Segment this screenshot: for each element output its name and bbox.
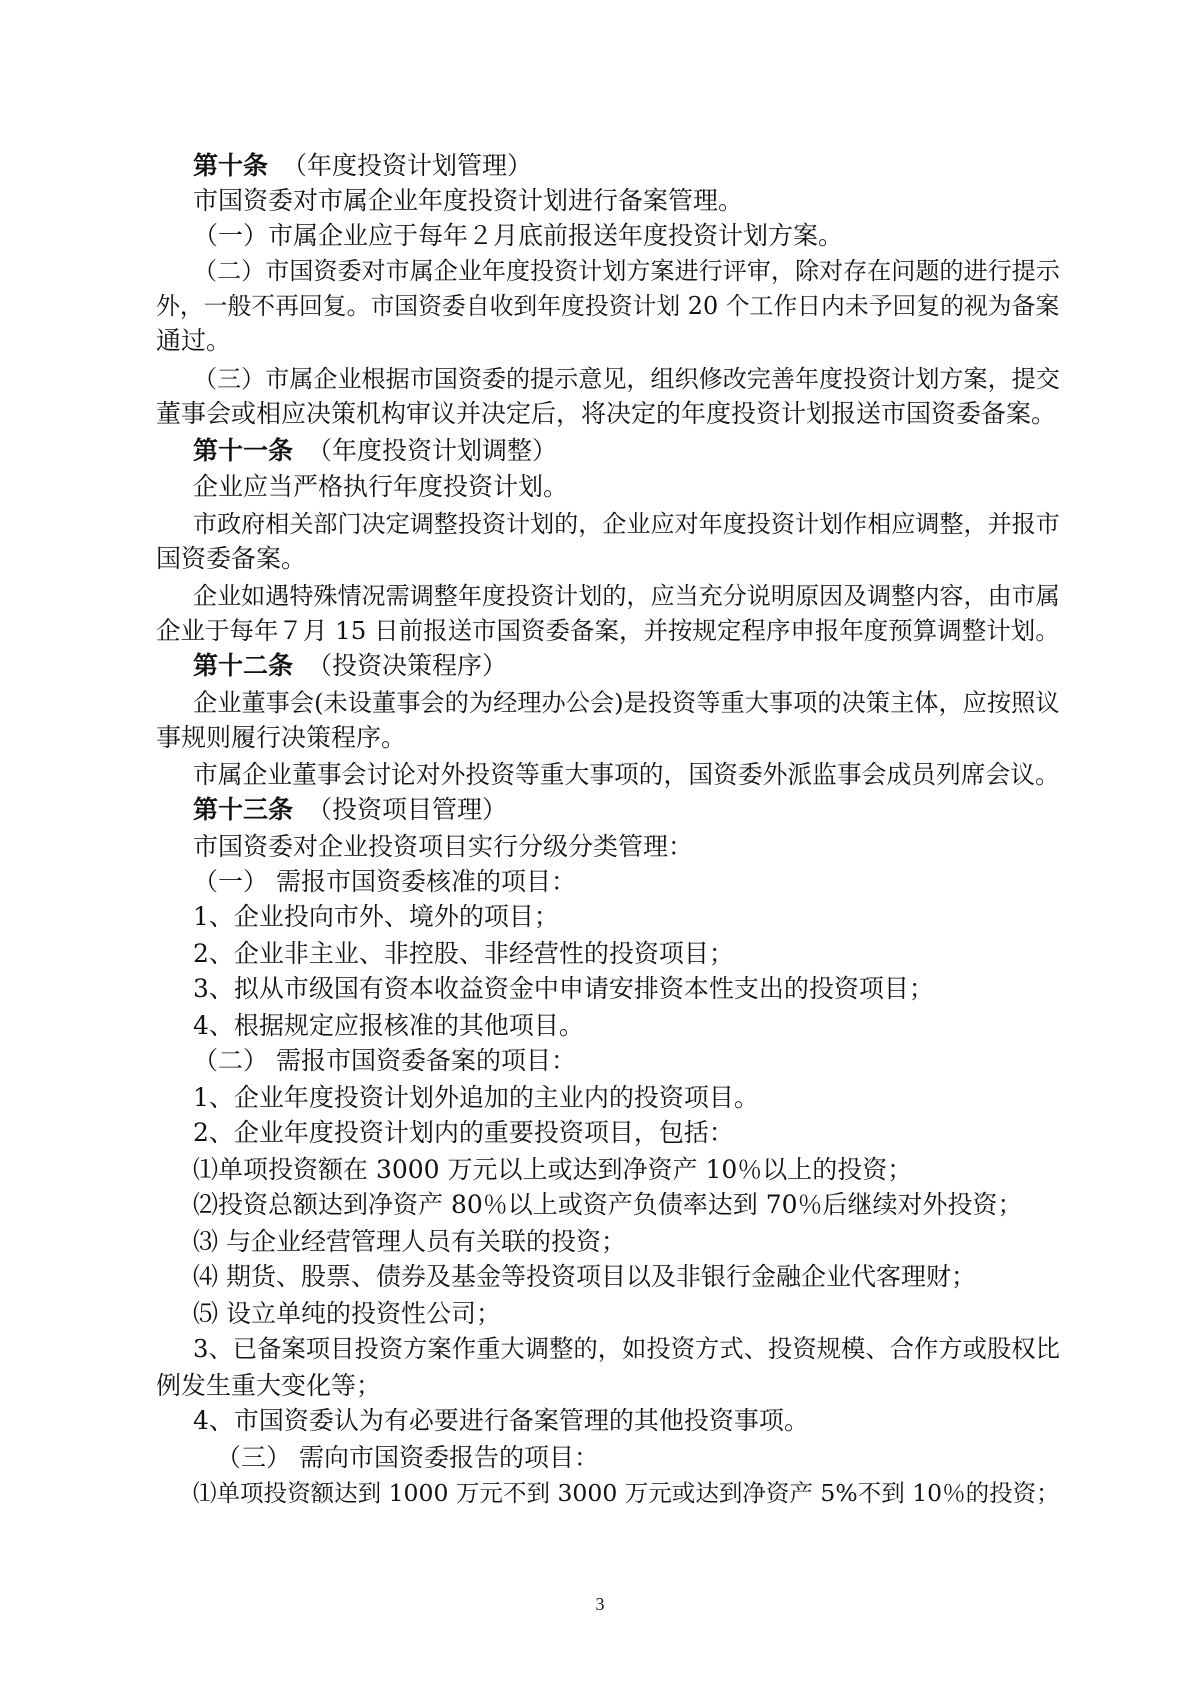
list-item: ⑴单项投资额在 3000 万元以上或达到净资产 10％以上的投资；	[193, 1155, 913, 1184]
list-item: 2、企业非主业、非控股、非经营性的投资项目；	[193, 939, 734, 968]
paragraph: 市属企业董事会讨论对外投资等重大事项的，国资委外派监事会成员列席会议。	[193, 760, 1060, 789]
paragraph-continuation: 例发生重大变化等；	[156, 1371, 382, 1400]
list-item: （二）市国资委对市属企业年度投资计划方案进行评审，除对存在问题的进行提示	[193, 257, 1060, 285]
list-item: 3、已备案项目投资方案作重大调整的，如投资方式、投资规模、合作方或股权比	[193, 1334, 1060, 1363]
paragraph-continuation: 通过。	[156, 326, 232, 355]
paragraph: 企业如遇特殊情况需调整年度投资计划的，应当充分说明原因及调整内容，由市属	[193, 582, 1060, 610]
list-item: ⑴单项投资额达到 1000 万元不到 3000 万元或达到净资产 5%不到 10％的投资；	[193, 1479, 1060, 1507]
list-item: （一）市属企业应于每年２月底前报送年度投资计划方案。	[193, 221, 844, 250]
paragraph: 市国资委对市属企业年度投资计划进行备案管理。	[193, 186, 744, 215]
list-item: 4、市国资委认为有必要进行备案管理的其他投资事项。	[193, 1406, 809, 1435]
list-item: ⑷ 期货、股票、债券及基金等投资项目以及非银行金融企业代客理财；	[193, 1262, 976, 1291]
paragraph: 企业董事会(未设董事会的为经理办公会)是投资等重大事项的决策主体，应按照议	[193, 689, 1060, 717]
list-item: 3、拟从市级国有资本收益资金中申请安排资本性支出的投资项目；	[193, 974, 934, 1003]
paragraph: 市国资委对企业投资项目实行分级分类管理：	[193, 832, 694, 861]
list-heading: （二） 需报市国资委备案的项目：	[193, 1046, 576, 1075]
list-item: ⑵投资总额达到净资产 80％以上或资产负债率达到 70％后继续对外投资；	[193, 1190, 1023, 1219]
list-item: ⑶ 与企业经营管理人员有关联的投资；	[193, 1227, 626, 1256]
paragraph-continuation: 董事会或相应决策机构审议并决定后，将决定的年度投资计划报送市国资委备案。	[156, 399, 1057, 428]
paragraph: 市政府相关部门决定调整投资计划的，企业应对年度投资计划作相应调整，并报市	[193, 510, 1060, 538]
article-12-heading: 第十二条 （投资决策程序）	[193, 651, 508, 680]
list-item: 1、企业年度投资计划外追加的主业内的投资项目。	[193, 1083, 759, 1112]
page-number: 3	[595, 1594, 605, 1614]
list-item: （三）市属企业根据市国资委的提示意见，组织修改完善年度投资计划方案，提交	[193, 365, 1060, 393]
article-11-heading: 第十一条 （年度投资计划调整）	[193, 436, 558, 465]
paragraph-continuation: 外，一般不再回复。市国资委自收到年度投资计划 20 个工作日内未予回复的视为备案	[156, 292, 1060, 320]
article-10-heading: 第十条 （年度投资计划管理）	[193, 151, 533, 180]
list-item: ⑸ 设立单纯的投资性公司；	[193, 1299, 501, 1328]
list-item: 1、企业投向市外、境外的项目；	[193, 902, 559, 931]
list-heading: （一） 需报市国资委核准的项目：	[193, 867, 576, 896]
paragraph-continuation: 事规则履行决策程序。	[156, 723, 407, 752]
paragraph: 企业应当严格执行年度投资计划。	[193, 472, 569, 501]
list-item: 2、企业年度投资计划内的重要投资项目，包括：	[193, 1118, 734, 1147]
paragraph-continuation: 企业于每年７月 15 日前报送市国资委备案，并按规定程序申报年度预算调整计划。	[156, 616, 1060, 645]
list-item: 4、根据规定应报核准的其他项目。	[193, 1011, 584, 1040]
paragraph-continuation: 国资委备案。	[156, 544, 307, 573]
article-13-heading: 第十三条 （投资项目管理）	[193, 795, 508, 824]
list-heading: （三） 需向市国资委报告的项目：	[216, 1443, 599, 1472]
